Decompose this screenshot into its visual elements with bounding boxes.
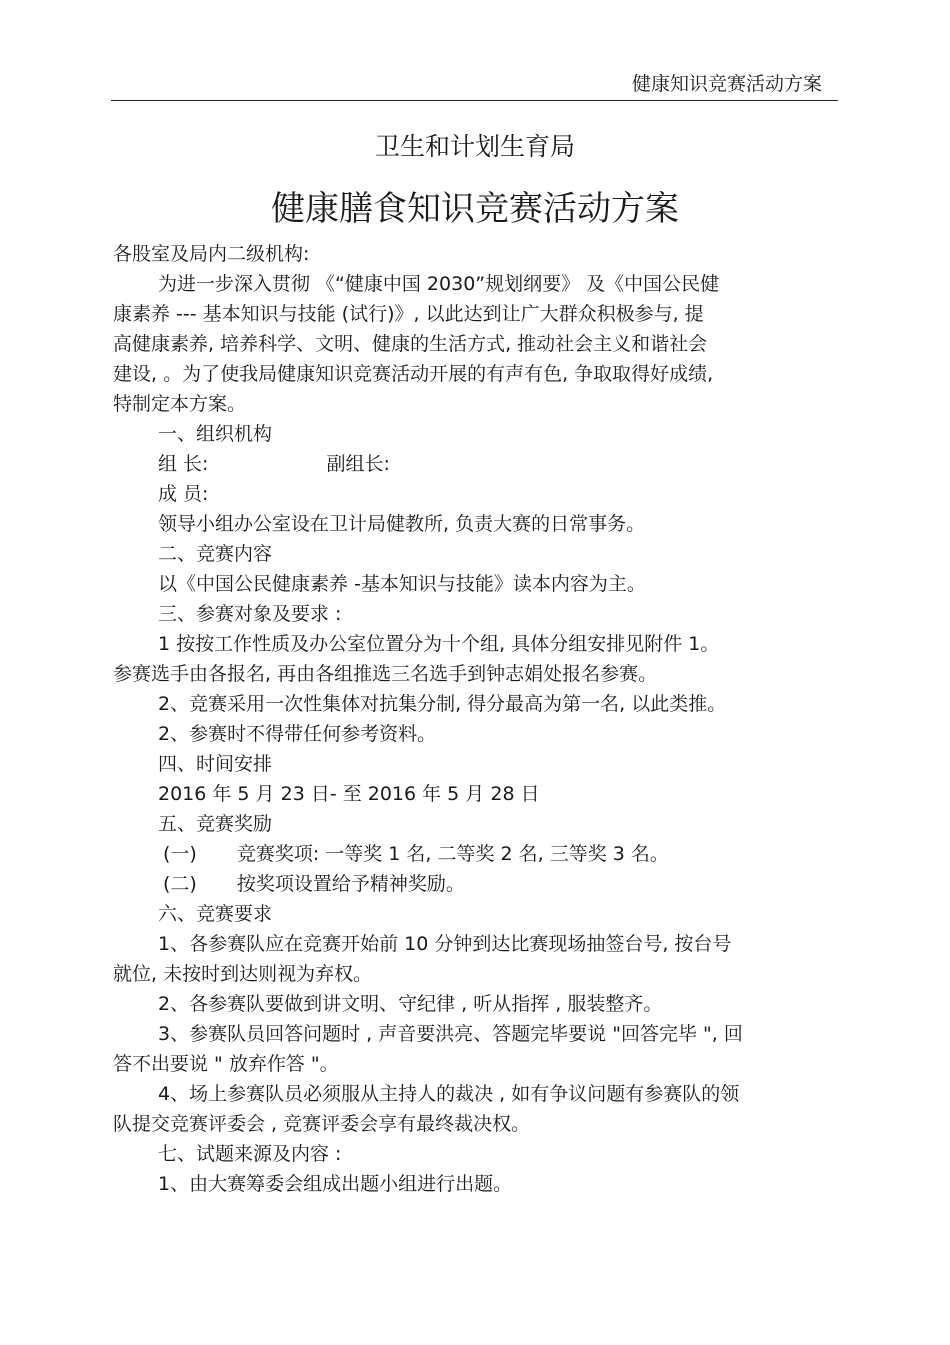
document-body (113, 239, 828, 1199)
deputy-leader-label: 副组长: (326, 453, 390, 475)
document-title: 健康膳食知识竞赛活动方案 (271, 189, 679, 229)
organization-name: 卫生和计划生育局 (374, 132, 575, 161)
header-divider (111, 100, 838, 101)
question-source-item-1: 1、由大赛筹委会组成出题小组进行出题。 (158, 1173, 513, 1195)
section-6-heading: 六、竞赛要求 (158, 903, 273, 925)
award-item-2-text: 按奖项设置给予精神奖励。 (236, 873, 465, 895)
section-7-heading: 七、试题来源及内容 : (158, 1143, 342, 1165)
rule-1-line-2: 就位, 未按时到达则视为弃权。 (113, 963, 373, 985)
office-note: 领导小组办公室设在卫计局健教所, 负责大赛的日常事务。 (158, 513, 646, 535)
intro-line-1: 为进一步深入贯彻 《“健康中国 2030”规划纲要》 及《中国公民健 (158, 273, 720, 295)
award-item-2 (113, 869, 828, 899)
members-label: 成 员: (158, 483, 209, 505)
contest-content: 以《中国公民健康素养 -基本知识与技能》读本内容为主。 (158, 573, 646, 595)
section-2-heading: 二、竞赛内容 (158, 543, 273, 565)
section-1-heading: 一、组织机构 (158, 423, 273, 445)
participants-item-1-line-2: 参赛选手由各报名, 再由各组推选三名选手到钟志娟处报名参赛。 (113, 663, 658, 685)
participants-item-2: 2、竞赛采用一次性集体对抗集分制, 得分最高为第一名, 以此类推。 (158, 693, 727, 715)
award-item-1 (113, 839, 828, 869)
award-item-2-number: (二) (163, 873, 197, 895)
intro-line-5: 特制定本方案。 (113, 393, 247, 415)
participants-item-1-line-1: 1 按按工作性质及办公室位置分为十个组, 具体分组安排见附件 1。 (158, 633, 720, 655)
intro-line-4: 建设, 。为了使我局健康知识竞赛活动开展的有声有色, 争取取得好成绩, (113, 363, 714, 385)
rule-4-line-1: 4、场上参赛队员必须服从主持人的裁决 , 如有争议问题有参赛队的领 (158, 1083, 740, 1105)
leader-label: 组 长: (158, 453, 209, 475)
section-5-heading: 五、竞赛奖励 (158, 813, 273, 835)
running-header: 健康知识竞赛活动方案 (631, 73, 822, 95)
rule-3-line-1: 3、参赛队员回答问题时 , 声音要洪亮、答题完毕要说 "回答完毕 ", 回 (158, 1023, 743, 1045)
schedule-dates: 2016 年 5 月 23 日- 至 2016 年 5 月 28 日 (158, 783, 540, 805)
intro-line-3: 高健康素养, 培养科学、文明、健康的生活方式, 推动社会主义和谐社会 (113, 333, 708, 355)
award-item-1-number: (一) (163, 843, 197, 865)
rule-2: 2、各参赛队要做到讲文明、守纪律 , 听从指挥 , 服装整齐。 (158, 993, 663, 1015)
participants-item-3: 2、参赛时不得带任何参考资料。 (158, 723, 437, 745)
award-item-1-text: 竞赛奖项: 一等奖 1 名, 二等奖 2 名, 三等奖 3 名。 (236, 843, 669, 865)
rule-4-line-2: 队提交竞赛评委会 , 竞赛评委会享有最终裁决权。 (113, 1113, 531, 1135)
intro-line-2: 康素养 --- 基本知识与技能 (试行)》, 以此达到让广大群众积极参与, 提 (113, 303, 704, 325)
rule-3-line-2: 答不出要说 " 放弃作答 "。 (113, 1053, 339, 1075)
salutation: 各股室及局内二级机构: (113, 243, 310, 265)
leaders-line (113, 449, 828, 479)
rule-1-line-1: 1、各参赛队应在竞赛开始前 10 分钟到达比赛现场抽签台号, 按台号 (158, 933, 732, 955)
section-3-heading: 三、参赛对象及要求 : (158, 603, 342, 625)
section-4-heading: 四、时间安排 (158, 753, 273, 775)
